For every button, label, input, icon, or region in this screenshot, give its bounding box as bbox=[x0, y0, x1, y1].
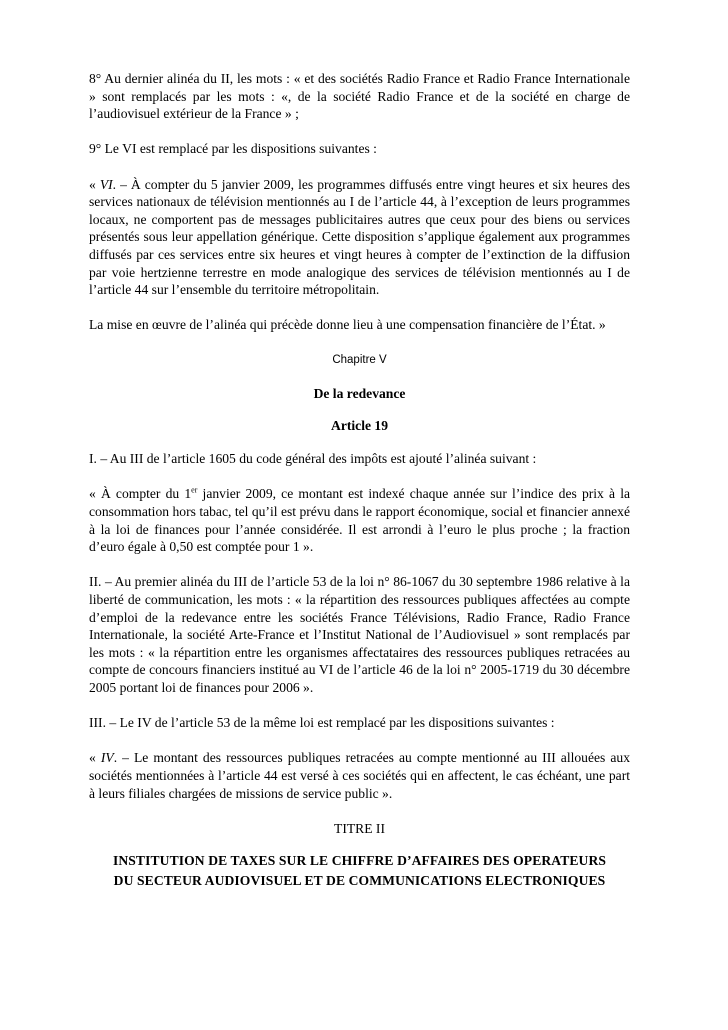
paragraph-vi-text: . – À compter du 5 janvier 2009, les programmes diffusés entre vingt heures et six heures des services nationaux de télévision mentionnés au I de l’article 44, à l’exception de leurs programmes locaux, ne comportent pas de messages publicitaires autres que ceux pour des biens ou services présentés sous leur appellation générique. Cette disposition s’applique également aux programmes diffusés par ces services entre six heures et vingt heures à compter de l’extinction de la diffusion par voie hertzienne terrestre en mode analogique des services de télévision mentionnés au I de l’article 44 sur l’ensemble du territoire métropolitain. bbox=[89, 176, 630, 298]
article-iii-text: III. – Le IV de l’article 53 de la même loi est remplacé par les dispositions suivantes : bbox=[89, 715, 555, 731]
iv-label: IV bbox=[100, 750, 114, 766]
paragraph-9-text: 9° Le VI est remplacé par les dispositions suivantes : bbox=[89, 141, 377, 157]
paragraph-mise-en-oeuvre bbox=[89, 316, 630, 334]
quote-open: « bbox=[89, 176, 100, 192]
article-paragraph-iii bbox=[89, 714, 630, 732]
paragraph-iv bbox=[89, 749, 630, 802]
paragraph-9 bbox=[89, 140, 630, 158]
quoted-paragraph bbox=[89, 485, 630, 555]
article-ii-text: II. – Au premier alinéa du III de l’article 53 de la loi n° 86-1067 du 30 septembre 1986 relative à la liberté de communication, les mots : « la répartition des ressources publiques affectées au compte d’emploi de la redevance entre les sociétés France Télévisions, Radio France, Radio France Internationale, la société Arte-France et l’Institut National de l’Audiovisuel » sont remplacés par les mots : « la répartition entre les organismes affectataires des ressources publiques retracées au compte de concours financiers institué au VI de l’article 46 de la loi n° 2005-1719 du 30 décembre 2005 portant loi de finances pour 2006 ». bbox=[89, 574, 630, 695]
article-paragraph-i bbox=[89, 450, 630, 468]
paragraph-8 bbox=[89, 70, 630, 123]
article-i-text: I. – Au III de l’article 1605 du code général des impôts est ajouté l’alinéa suivant : bbox=[89, 451, 537, 467]
main-title bbox=[89, 851, 630, 891]
paragraph-vi bbox=[89, 176, 630, 299]
quote-part-a: « À compter du 1 bbox=[89, 486, 192, 502]
superscript-er: er bbox=[191, 485, 198, 495]
section-heading: De la redevance bbox=[313, 386, 406, 402]
article-heading: Article 19 bbox=[331, 417, 388, 433]
vi-label: VI bbox=[99, 176, 113, 192]
quote-part-b: janvier 2009, ce montant est indexé chaque année sur l’indice des prix à la consommation hors tabac, tel qu’il est prévu dans le rapport économique, social et financier annexé à la loi de finances pour l’année considérée. Il est arrondi à l’euro le plus proche ; la fraction d’euro égale à 0,50 est comptée pour 1 ». bbox=[89, 486, 631, 555]
paragraph-mise-text: La mise en œuvre de l’alinéa qui précède donne lieu à une compensation financière de l’État. » bbox=[89, 317, 606, 333]
chapter-heading: Chapitre V bbox=[332, 353, 387, 366]
document-page bbox=[89, 70, 630, 891]
title-heading: TITRE II bbox=[334, 820, 385, 836]
paragraph-iv-text: . – Le montant des ressources publiques retracées au compte mentionné au III allouées aux sociétés mentionnées à l’article 44 est versé à ces sociétés qui en affectent, le cas échéant, une part à leurs filiales chargées de missions de service public ». bbox=[89, 750, 630, 801]
quote-open-iv: « bbox=[89, 750, 101, 766]
main-title-line-1: INSTITUTION DE TAXES SUR LE CHIFFRE D’AFFAIRES DES OPERATEURS bbox=[112, 853, 607, 869]
main-title-line-2: DU SECTEUR AUDIOVISUEL ET DE COMMUNICATIONS ELECTRONIQUES bbox=[113, 873, 606, 889]
paragraph-8-text: 8° Au dernier alinéa du II, les mots : « et des sociétés Radio France et Radio France Internationale » sont remplacés par les mots : «, de la société Radio France et de la société en charge de l’audiovisuel extérieur de la France » ; bbox=[89, 71, 630, 122]
article-paragraph-ii bbox=[89, 573, 630, 696]
